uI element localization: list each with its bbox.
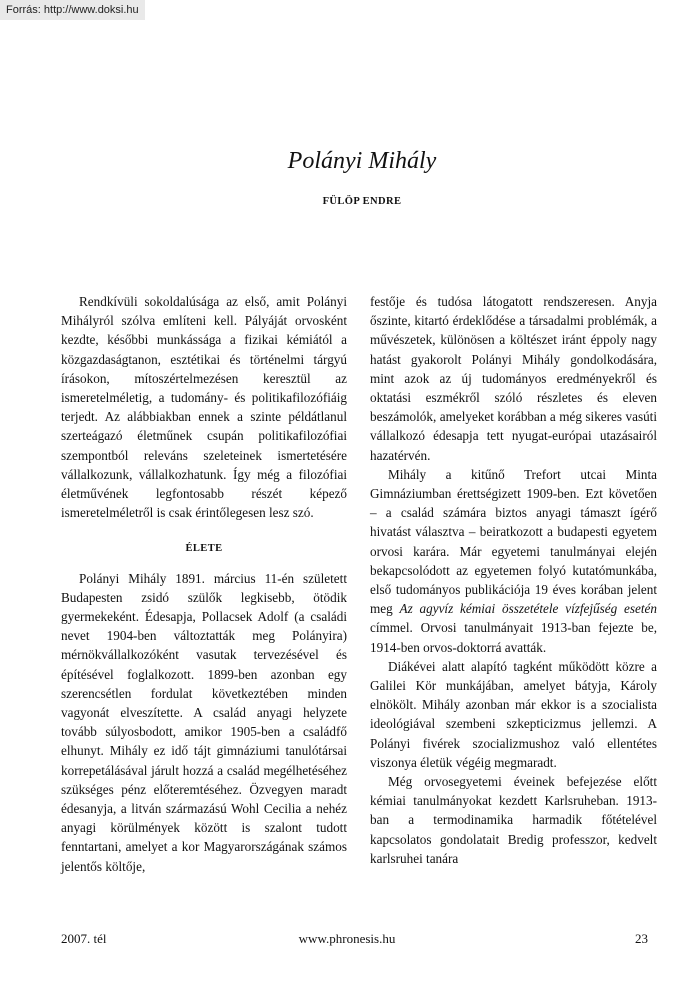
left-column — [61, 292, 347, 876]
article-author: FÜLÖP ENDRE — [322, 196, 402, 207]
article-title: Polányi Mihály — [287, 148, 437, 174]
biography-paragraph: Polányi Mihály 1891. március 11-én született Budapesten zsidó szülők legkisebb, ötödik gyermekeként. Édesapja, Pollacsek Adolf (a családi nevet 1904-ben változtatták meg Polányira) mérnökvállalkozóként vasutak tervezésével és építésével foglalkozott. 1899-ben azonban egy szerencsétlen fordulat következtében minden vagyonát elveszítette. A család anyagi helyzete tovább súlyosbodott, amikor 1905-ben a családfő elhunyt. Mihály ez idő tájt gimnáziumi tanulótársai korrepetálásával járult hozzá a család megélhetéséhez szükséges pénz előteremtéséhez. Özvegyen maradt édesanyja, a litván származású Wohl Cecilia a nehéz anyagi körülmények között is szalont tudott fenntartani, amelyet a kor Magyarországának számos jelentős költője, — [61, 570, 347, 874]
paragraph-karlsruhe: Még orvosegyetemi éveinek befejezése előtt kémiai tanulmányokat kezdett Karlsruheban. 1913-ban a termodinamika harmadik főtételével kapcsolatos gondolatait Bredig professzor, kedvelt karlsruhei tanára — [370, 774, 657, 866]
paragraph-galilei: Diákévei alatt alapító tagként működött közre a Galilei Kör munkájában, amelyet bátyja, Károly elnökölt. Mihály azonban már ekkor is a szocialista ideológiával szembeni szkepticizmus jellemzi. A Polányi fivérek szocializmushoz való ellentétes viszonya életük végéig megmaradt. — [370, 658, 657, 770]
right-column — [370, 292, 657, 868]
section-heading: ÉLETE — [185, 543, 223, 555]
footer-issue: 2007. tél — [61, 931, 107, 946]
footer-website: www.phronesis.hu — [298, 931, 396, 946]
publication-title: Az agyvíz kémiai összetétele vízfejűség esetén — [399, 601, 657, 617]
intro-paragraph: Rendkívüli sokoldalúsága az első, amit Polányi Mihályról szólva említeni kell. Pályáját orvosként kezdte, későbbi munkássága a fizikai kémiától a közgazdaságtanon, esztétikai és történelmi tárgyú írásokon, mítoszértelmezésen keresztül az ismeretelméletig, a tudomány- és politikafilozófiáig terjedt. Az alábbiakban ennek a szinte példátlanul szerteágazó életműnek csupán politikafilozófiai szempontból releváns szeleteinek ismertetésére vállalkozunk, vállalkozhatunk. Így még a filozófiai életművének legfontosabb részét képező ismeretelméletről is csak érintőlegesen lesz szó. — [61, 294, 347, 521]
paragraph-continued: festője és tudósa látogatott rendszeresen. Anyja őszinte, kitartó érdeklődése a társadalmi problémák, a művészetek, különösen a költészet iránt éppoly nagy hatást gyakorolt Polányi Mihály gondolkodására, mint azok az új tudományos eredményekről és oktatási eszmékről szóló részletes és eleven beszámolók, amelyeket korábban a még sikeres vasúti vállalkozó édesapja tett nyugat-európai utazásairól hazatérvén. — [370, 294, 657, 463]
paragraph-education-tail: címmel. Orvosi tanulmányait 1913-ban fejezte be, 1914-ben orvos-doktorrá avatták. — [370, 620, 657, 655]
paragraph-education — [370, 465, 657, 657]
footer-page-number: 23 — [635, 931, 648, 946]
source-label: Forrás: http://www.doksi.hu — [0, 0, 145, 20]
paragraph-education-text: Mihály a kitűnő Trefort utcai Minta Gimnáziumban érettségizett 1909-ben. Ezt követően – a család számára biztos anyagi támaszt ígérő hivatást választva – beiratkozott a budapesti egyetem orvosi karára. Már egyetemi tanulmányai elején bekapcsolódott az egyetemen folyó kutatómunkába, első tudományos publikációja 19 éves korában jelent meg — [370, 466, 657, 617]
